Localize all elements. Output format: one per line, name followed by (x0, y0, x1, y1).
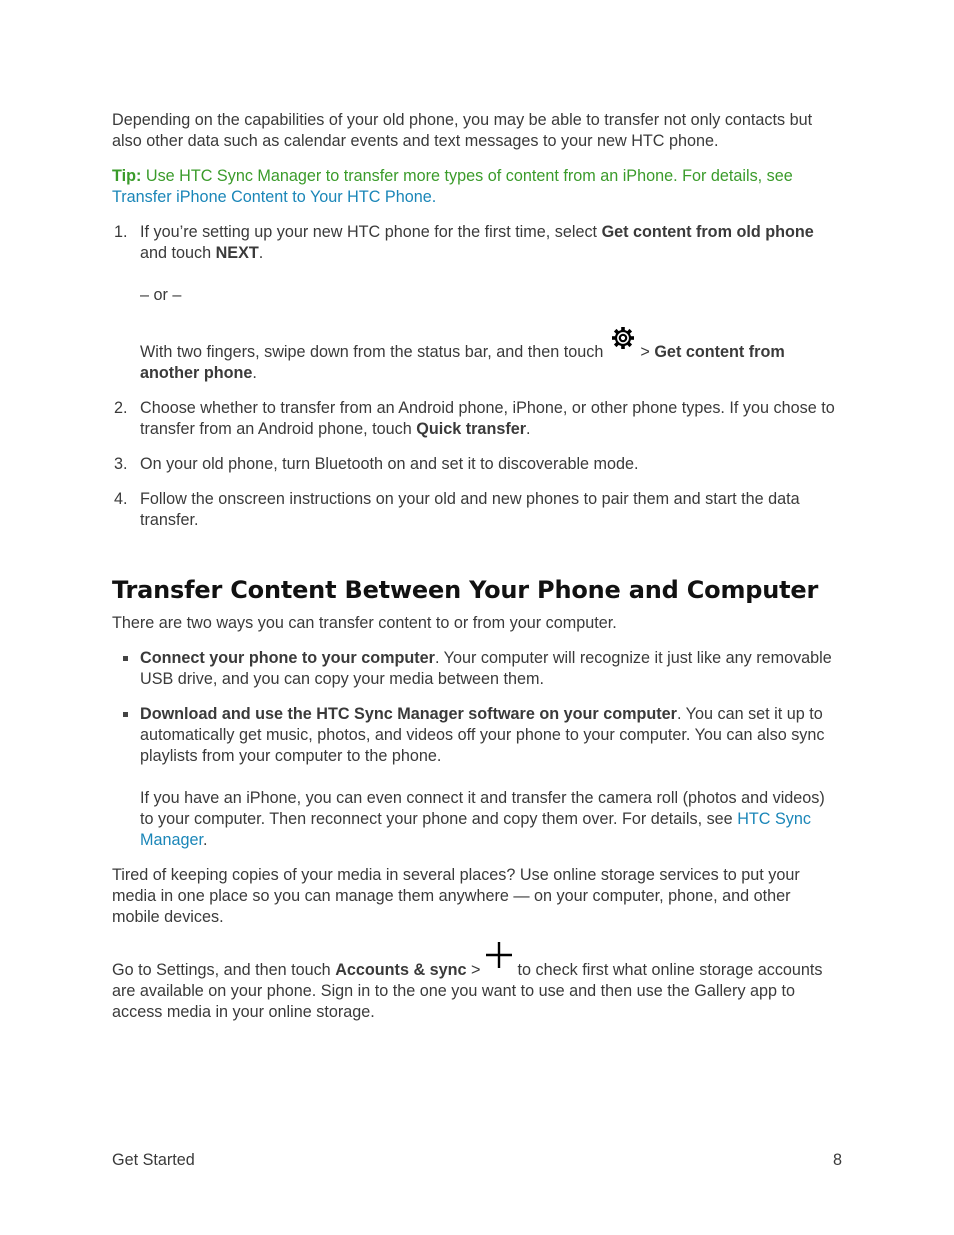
bullet-sub-paragraph: If you have an iPhone, you can even connect it and transfer the camera roll (photos and videos) to your computer. Then reconnect your phone and copy them over. For details, see HTC Sync Manager. (140, 789, 825, 849)
step-item (112, 398, 842, 440)
bullet-item (112, 704, 842, 851)
bullet-list (112, 648, 842, 851)
tip-text: Use HTC Sync Manager to transfer more types of content from an iPhone. For details, see (141, 167, 793, 185)
get-content-another-phone-label: Get content from another phone (140, 343, 785, 382)
plus-icon (485, 941, 513, 969)
page-number: 8 (832, 1151, 842, 1169)
bullet-square-icon (123, 656, 128, 661)
step-item (112, 489, 842, 531)
step-number: 2. (114, 399, 128, 417)
bullet-text: Download and use the HTC Sync Manager software on your computer. You can set it up to automatically get music, photos, and videos off your phone to your computer. You can also sync playlists from your computer to the phone. (140, 705, 825, 765)
step-text: Follow the onscreen instructions on your old and new phones to pair them and start the data transfer. (140, 490, 800, 529)
step-number: 3. (114, 455, 128, 473)
goto-settings-paragraph: Go to Settings, and then touch Accounts & sync > to check first what online storage accounts are available on your phone. Sign in to the one you want to use and then use the Gallery app to access media in your online storage. (112, 949, 842, 1023)
section-heading: Transfer Content Between Your Phone and Computer (112, 576, 819, 604)
step-text: On your old phone, turn Bluetooth on and set it to discoverable mode. (140, 455, 639, 473)
page-content (112, 110, 842, 1023)
step-item (112, 222, 842, 384)
step-item (112, 454, 842, 475)
quick-transfer-label: Quick transfer (416, 420, 527, 438)
footer-section: Get Started (112, 1151, 195, 1169)
intro-paragraph: Depending on the capabilities of your old phone, you may be able to transfer not only contacts but also other data such as calendar events and text messages to your new HTC phone. (112, 111, 813, 150)
step-text: If you’re setting up your new HTC phone for the first time, select Get content from old phone and touch NEXT. (140, 223, 814, 262)
tip-label: Tip: (112, 167, 142, 185)
bullet-square-icon (123, 712, 128, 717)
or-separator: – or – (140, 286, 182, 304)
two-ways-paragraph: There are two ways you can transfer content to or from your computer. (112, 614, 617, 632)
bullet-text: Connect your phone to your computer. Your computer will recognize it just like any removable USB drive, and you can copy your media between them. (140, 649, 832, 688)
gear-icon (610, 325, 636, 351)
htc-sync-manager-link[interactable]: HTC Sync Manager (140, 810, 811, 849)
accounts-sync-label: Accounts & sync (335, 961, 467, 979)
storage-paragraph: Tired of keeping copies of your media in several places? Use online storage services to put your media in one place so you can manage them anywhere — on your computer, phone, and other mobile devices. (112, 866, 800, 926)
steps-list (112, 222, 842, 531)
step-text: Choose whether to transfer from an Android phone, iPhone, or other phone types. If you chose to transfer from an Android phone, touch Quick transfer. (140, 399, 835, 438)
step-number: 1. (114, 223, 128, 241)
transfer-iphone-link[interactable]: Transfer iPhone Content to Your HTC Phone. (112, 188, 437, 206)
step-number: 4. (114, 490, 128, 508)
get-content-old-phone-label: Get content from old phone (601, 223, 814, 241)
step-alt-text: With two fingers, swipe down from the status bar, and then touch > Get content from another phone. (140, 333, 842, 384)
tip-paragraph (112, 166, 842, 208)
bullet-item (112, 648, 842, 690)
next-label: NEXT (215, 244, 259, 262)
